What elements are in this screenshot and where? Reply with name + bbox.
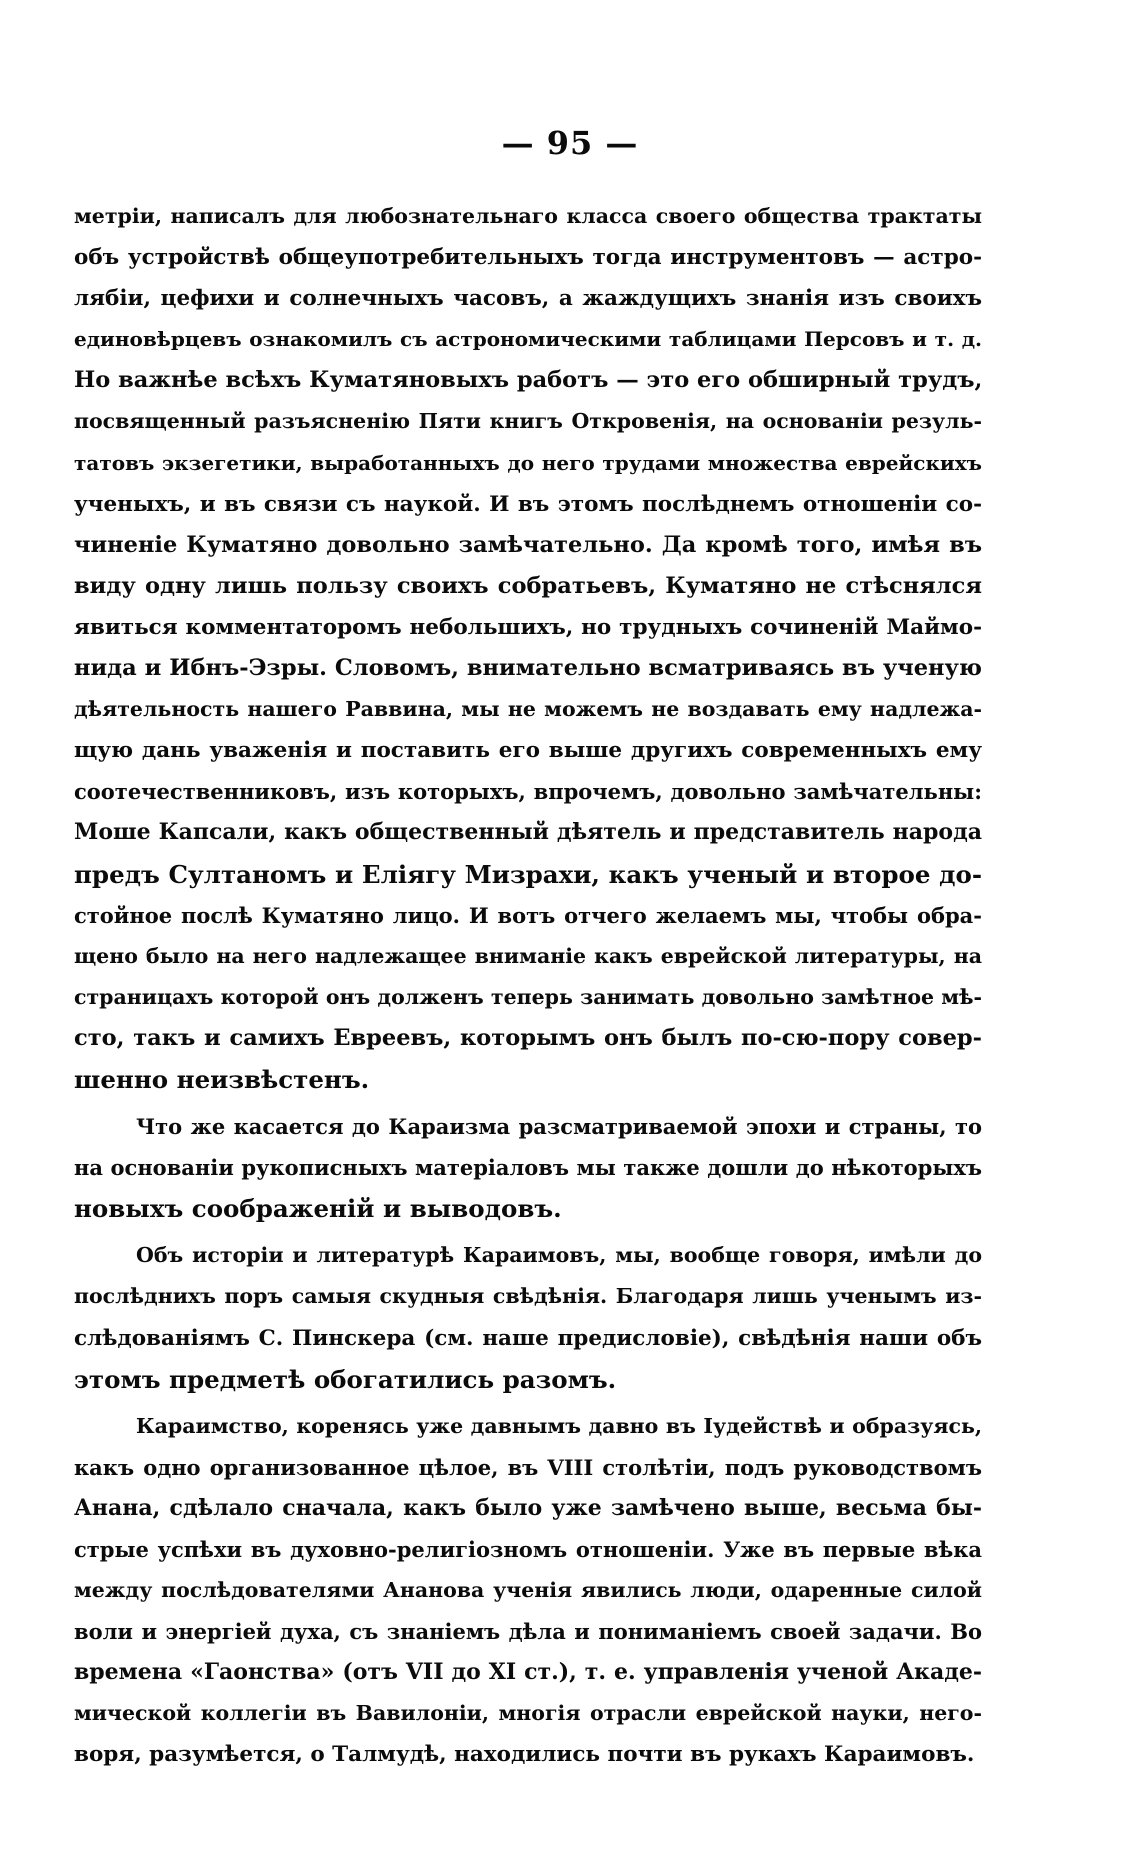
body-text	[74, 196, 982, 1776]
text-line: этомъ предметѣ обогатились разомъ.	[74, 1364, 617, 1394]
text-line: времена «Гаонства» (отъ VII до XI ст.), т. е. управленія ученой Акаде-	[74, 1659, 982, 1686]
text-line: Объ исторіи и литературѣ Караимовъ, мы, вообще говоря, имѣли до	[136, 1243, 982, 1268]
text-line: воря, разумѣется, о Талмудѣ, находились почти въ рукахъ Караимовъ.	[74, 1742, 975, 1768]
text-line: лябіи, цефихи и солнечныхъ часовъ, а жаждущихъ знанія изъ своихъ	[74, 286, 982, 312]
text-line: единовѣрцевъ ознакомилъ съ астрономическими таблицами Персовъ и т. д.	[74, 327, 982, 352]
text-line: объ устройствѣ общеупотребительныхъ тогда инструментовъ — астро-	[74, 245, 982, 271]
text-line: Моше Капсали, какъ общественный дѣятель и представитель народа	[74, 819, 982, 846]
paragraph	[74, 1406, 982, 1776]
text-line: щую дань уваженія и поставить его выше другихъ современныхъ ему	[74, 738, 982, 764]
text-line: посвященный разъясненію Пяти книгъ Откровенія, на основаніи резуль-	[74, 409, 982, 434]
text-line: стойное послѣ Куматяно лицо. И вотъ отчего желаемъ мы, чтобы обра-	[74, 902, 982, 928]
text-line: Караимство, коренясь уже давнымъ давно въ Іудействѣ и образуясь,	[136, 1413, 982, 1438]
text-line: Анана, сдѣлало сначала, какъ было уже замѣчено выше, весьма бы-	[74, 1494, 982, 1521]
text-line: соотечественниковъ, изъ которыхъ, впрочемъ, довольно замѣчательны:	[74, 779, 982, 805]
text-line: щено было на него надлежащее вниманіе какъ еврейской литературы, на	[74, 943, 982, 968]
text-line: явиться комментаторомъ небольшихъ, но трудныхъ сочиненій Маймо-	[74, 614, 982, 640]
text-line: сто, такъ и самихъ Евреевъ, которымъ онъ былъ по-сю-пору совер-	[74, 1024, 982, 1051]
text-line: метріи, написалъ для любознательнаго класса своего общества трактаты	[74, 204, 982, 228]
paragraph	[74, 1106, 982, 1229]
text-line: татовъ экзегетики, выработанныхъ до него трудами множества еврейскихъ	[74, 450, 982, 475]
text-line: послѣднихъ поръ самыя скудныя свѣдѣнія. Благодаря лишь ученымъ из-	[74, 1284, 982, 1309]
text-line: предъ Султаномъ и Еліягу Мизрахи, какъ ученый и второе до-	[74, 859, 982, 889]
paragraph	[74, 1235, 982, 1399]
text-line: чиненіе Куматяно довольно замѣчательно. Да кромѣ того, имѣя въ	[74, 531, 982, 558]
paragraph	[74, 196, 982, 1100]
text-line: воли и энергіей духа, съ знаніемъ дѣла и пониманіемъ своей задачи. Во	[74, 1619, 982, 1645]
text-line: новыхъ соображеній и выводовъ.	[74, 1194, 562, 1224]
text-line: мической коллегіи въ Вавилоніи, многія отрасли еврейской науки, него-	[74, 1701, 982, 1726]
page-number: — 95 —	[501, 124, 639, 162]
text-line: виду одну лишь пользу своихъ собратьевъ, Куматяно не стѣснялся	[74, 572, 982, 599]
text-line: слѣдованіямъ С. Пинскера (см. наше предисловіе), свѣдѣнія наши объ	[74, 1325, 982, 1351]
text-line: страницахъ которой онъ долженъ теперь занимать довольно замѣтное мѣ-	[74, 984, 982, 1009]
text-line: между послѣдователями Ананова ученія явились люди, одаренные силой	[74, 1578, 982, 1603]
text-line: шенно неизвѣстенъ.	[74, 1064, 370, 1094]
text-line: дѣятельность нашего Раввина, мы не можемъ не воздавать ему надлежа-	[74, 697, 982, 722]
text-line: Но важнѣе всѣхъ Куматяновыхъ работъ — это его обширный трудъ,	[74, 367, 982, 394]
text-line: стрые успѣхи въ духовно-религіозномъ отношеніи. Уже въ первые вѣка	[74, 1537, 982, 1562]
text-line: нида и Ибнъ-Эзры. Словомъ, внимательно всматриваясь въ ученую	[74, 655, 982, 682]
text-line: на основаніи рукописныхъ матеріаловъ мы также дошли до нѣкоторыхъ	[74, 1155, 982, 1181]
text-line: ученыхъ, и въ связи съ наукой. И въ этомъ послѣднемъ отношеніи со-	[74, 491, 982, 517]
text-line: какъ одно организованное цѣлое, въ VIII столѣтіи, подъ руководствомъ	[74, 1454, 982, 1480]
text-line: Что же касается до Караизма разсматриваемой эпохи и страны, то	[136, 1114, 982, 1140]
